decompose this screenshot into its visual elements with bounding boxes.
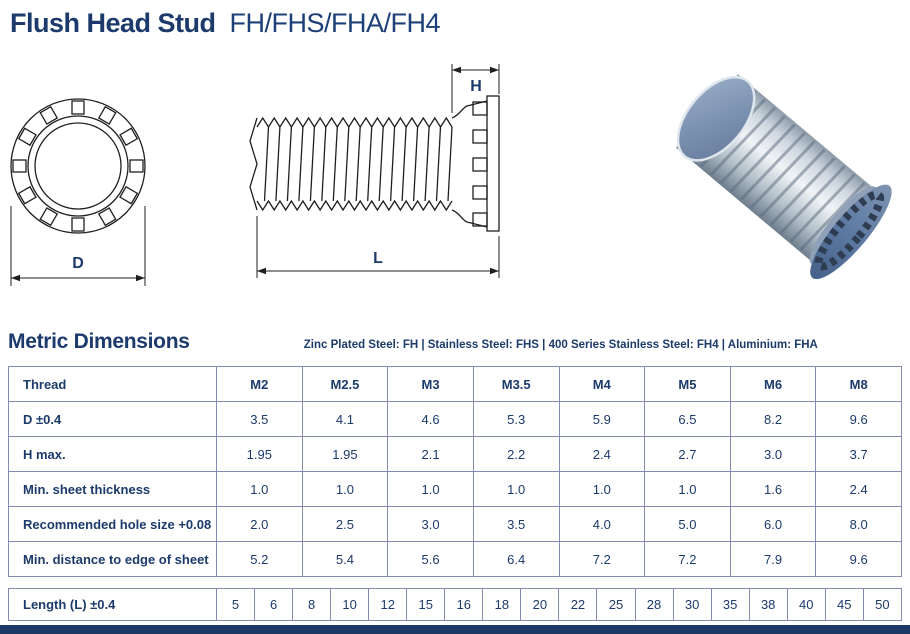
length-value-cell: 8	[293, 589, 331, 621]
value-cell: 7.9	[730, 542, 816, 577]
length-value-cell: 45	[825, 589, 863, 621]
length-value-cell: 5	[217, 589, 255, 621]
thread-size-header: M3.5	[473, 367, 559, 402]
value-cell: 1.0	[559, 472, 645, 507]
metric-dimensions-table	[8, 366, 902, 577]
thread-size-header: M5	[645, 367, 731, 402]
row-label: Min. distance to edge of sheet	[9, 542, 217, 577]
value-cell: 1.0	[473, 472, 559, 507]
length-value-cell: 16	[445, 589, 483, 621]
thread-header-label: Thread	[9, 367, 217, 402]
value-cell: 3.5	[473, 507, 559, 542]
value-cell: 2.4	[816, 472, 902, 507]
value-cell: 3.7	[816, 437, 902, 472]
length-value-cell: 40	[787, 589, 825, 621]
length-value-cell: 10	[331, 589, 369, 621]
dimension-label-l: L	[373, 250, 383, 267]
value-cell: 6.4	[473, 542, 559, 577]
value-cell: 2.1	[388, 437, 474, 472]
length-value-cell: 25	[597, 589, 635, 621]
value-cell: 1.0	[388, 472, 474, 507]
length-value-cell: 28	[635, 589, 673, 621]
table-row	[9, 472, 902, 507]
value-cell: 5.0	[645, 507, 731, 542]
value-cell: 1.0	[645, 472, 731, 507]
length-value-cell: 20	[521, 589, 559, 621]
thread-size-header: M2.5	[302, 367, 388, 402]
length-value-cell: 50	[863, 589, 901, 621]
length-value-cell: 12	[369, 589, 407, 621]
value-cell: 7.2	[645, 542, 731, 577]
row-label: D ±0.4	[9, 402, 217, 437]
dimension-label-d: D	[72, 255, 84, 272]
table-row	[9, 589, 902, 621]
product-name: Flush Head Stud	[10, 8, 216, 38]
value-cell: 5.2	[217, 542, 303, 577]
value-cell: 8.0	[816, 507, 902, 542]
row-label: H max.	[9, 437, 217, 472]
length-value-cell: 38	[749, 589, 787, 621]
section-heading: Metric Dimensions	[8, 330, 190, 353]
length-row-label: Length (L) ±0.4	[9, 589, 217, 621]
value-cell: 7.2	[559, 542, 645, 577]
thread-size-header: M2	[217, 367, 303, 402]
material-codes-line: Zinc Plated Steel: FH | Stainless Steel: FHS | 400 Series Stainless Steel: FH4 | Aluminium: FHA	[303, 339, 818, 351]
length-value-cell: 35	[711, 589, 749, 621]
side-view-drawing	[245, 56, 505, 282]
value-cell: 5.9	[559, 402, 645, 437]
stud-3d-render	[666, 52, 898, 296]
dimension-label-h: H	[470, 78, 482, 95]
row-label: Recommended hole size +0.08	[9, 507, 217, 542]
value-cell: 2.4	[559, 437, 645, 472]
thread-size-header: M3	[388, 367, 474, 402]
thread-size-header: M4	[559, 367, 645, 402]
value-cell: 2.0	[217, 507, 303, 542]
value-cell: 3.5	[217, 402, 303, 437]
product-codes: FH/FHS/FHA/FH4	[229, 8, 441, 38]
knurl-teeth	[13, 101, 143, 231]
value-cell: 1.95	[217, 437, 303, 472]
table-row	[9, 507, 902, 542]
value-cell: 1.6	[730, 472, 816, 507]
thread-size-header: M8	[816, 367, 902, 402]
table-row	[9, 402, 902, 437]
page-title	[10, 8, 440, 39]
value-cell: 1.0	[217, 472, 303, 507]
length-value-cell: 18	[483, 589, 521, 621]
value-cell: 4.6	[388, 402, 474, 437]
value-cell: 4.1	[302, 402, 388, 437]
thread-size-header: M6	[730, 367, 816, 402]
value-cell: 8.2	[730, 402, 816, 437]
value-cell: 9.6	[816, 542, 902, 577]
value-cell: 2.7	[645, 437, 731, 472]
table-row	[9, 437, 902, 472]
value-cell: 2.5	[302, 507, 388, 542]
value-cell: 6.5	[645, 402, 731, 437]
length-value-cell: 30	[673, 589, 711, 621]
diagram-area	[0, 48, 910, 318]
value-cell: 1.0	[302, 472, 388, 507]
length-value-cell: 6	[255, 589, 293, 621]
value-cell: 3.0	[730, 437, 816, 472]
value-cell: 5.4	[302, 542, 388, 577]
value-cell: 2.2	[473, 437, 559, 472]
length-value-cell: 22	[559, 589, 597, 621]
value-cell: 5.3	[473, 402, 559, 437]
value-cell: 4.0	[559, 507, 645, 542]
value-cell: 3.0	[388, 507, 474, 542]
value-cell: 6.0	[730, 507, 816, 542]
length-options-table	[8, 588, 902, 621]
value-cell: 1.95	[302, 437, 388, 472]
value-cell: 9.6	[816, 402, 902, 437]
value-cell: 5.6	[388, 542, 474, 577]
table-row	[9, 542, 902, 577]
footer-bar	[0, 625, 910, 634]
front-view-drawing	[6, 86, 166, 298]
row-label: Min. sheet thickness	[9, 472, 217, 507]
length-value-cell: 15	[407, 589, 445, 621]
section-header	[8, 330, 902, 354]
